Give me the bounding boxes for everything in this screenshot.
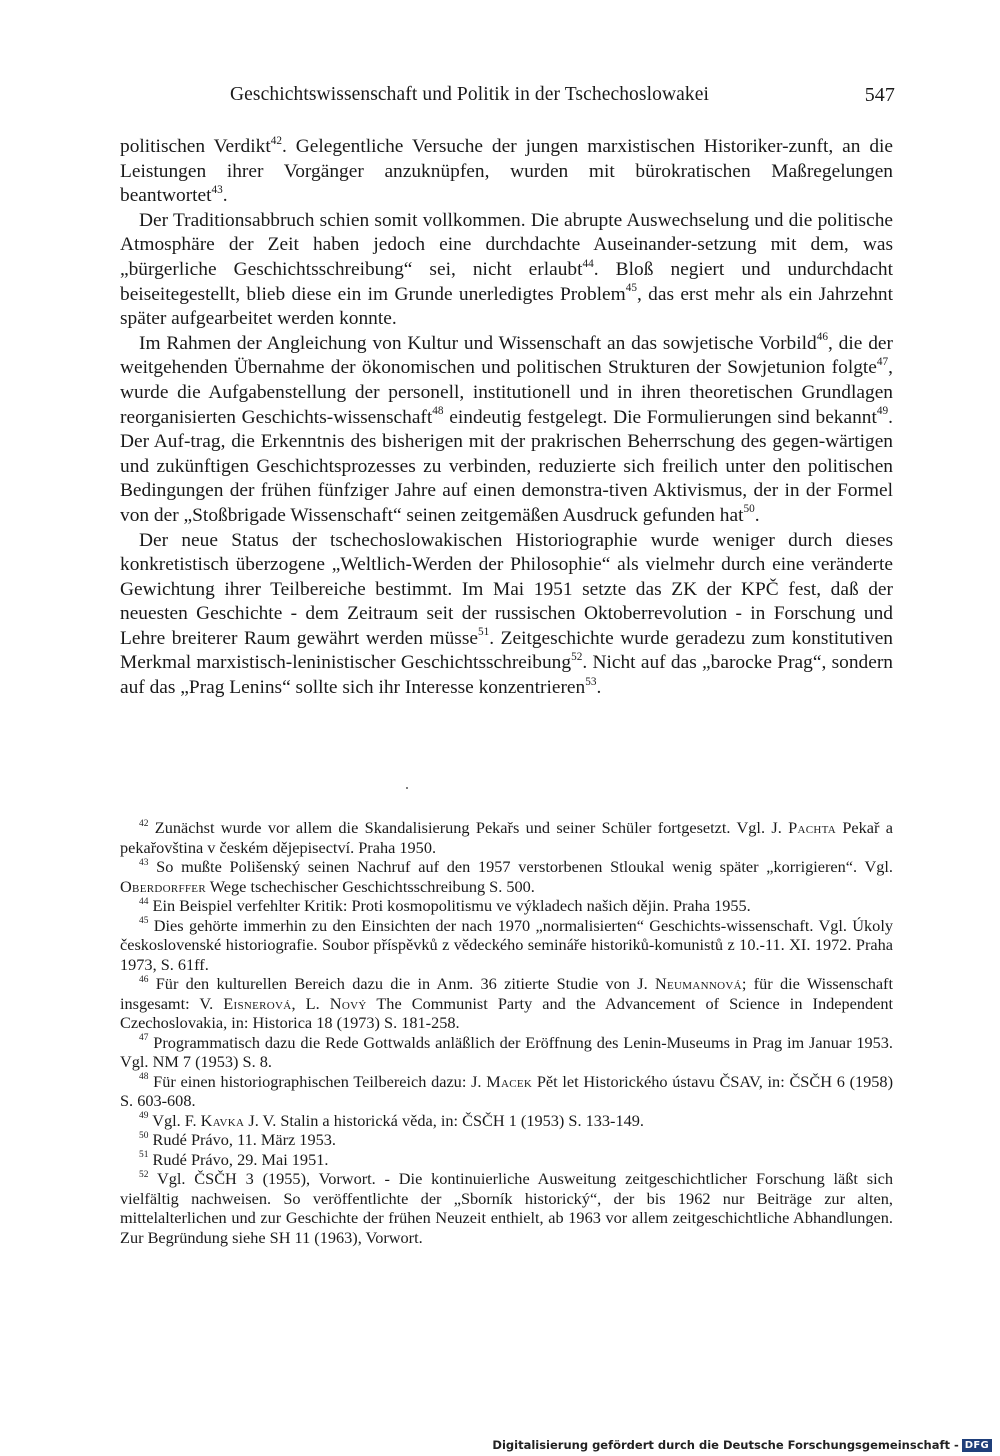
footnote (120, 1111, 893, 1131)
text-run: Zunächst wurde vor allem die Skandalisierung Pekařs und seiner Schüler fortgesetzt. Vgl. J. (148, 818, 789, 837)
footnote-ref: 45 (625, 282, 637, 295)
body-text (120, 135, 893, 701)
footnote-ref: 42 (139, 818, 149, 829)
text-run: Programmatisch dazu die Rede Gottwalds anläßlich der Eröffnung des Lenin-Museums in Prag im Januar 1953. Vgl. NM 7 (1953) S. 8. (120, 1032, 893, 1071)
body-paragraph (120, 209, 893, 332)
text-run: . Gelegentliche Versuche der jungen marxistischen Historiker-zunft, an die Leistungen ihrer Vorgänger anzuknüpfen, wurden mit bürokratischen Maßregelungen beantwortet (120, 136, 894, 207)
author-name: Kavka (200, 1110, 245, 1130)
footnote (120, 857, 893, 896)
text-run: . Zeitgeschichte wurde geradezu zum konstitutiven Merkmal marxistisch-leninistischer Geschichtsschreibung (120, 627, 894, 674)
footnotes (120, 818, 893, 1247)
text-run: . Nicht auf das „barocke Prag“, sondern auf das „Prag Lenins“ sollte sich ihr Interesse konzentrieren (120, 652, 893, 699)
text-run: Rudé Právo, 29. Mai 1951. (148, 1149, 329, 1169)
footnote-ref: 43 (139, 857, 149, 868)
text-run: So mußte Polišenský seinen Nachruf auf den 1957 verstorbenen Stloukal wenig später „korrigieren“. Vgl. (148, 857, 893, 876)
text-run: . (596, 677, 602, 699)
footnote-ref: 44 (139, 896, 149, 907)
digitization-footer (492, 1438, 992, 1452)
text-run: Für einen historiographischen Teilbereich dazu: J. (148, 1071, 487, 1091)
footnote (120, 1072, 893, 1111)
footnote-ref: 44 (582, 257, 594, 270)
footnote-ref: 49 (876, 405, 889, 418)
footnote-ref: 52 (139, 1169, 149, 1180)
running-title: Geschichtswissenschaft und Politik in der Tschechoslowakei (230, 84, 710, 105)
footnote-ref: 50 (139, 1130, 149, 1141)
text-run: Im Rahmen der Angleichung von Kultur und Wissenschaft an das sowjetische Vorbild (139, 332, 817, 354)
author-name: Nový (329, 993, 367, 1013)
footnote (120, 1130, 893, 1150)
footnote-ref: 49 (139, 1111, 149, 1122)
footnote-ref: 45 (139, 916, 149, 927)
text-run: Vgl. ČSČH 3 (1955), Vorwort. - Die kontinuierliche Ausweitung zeitgeschichtlicher Forschung läßt sich vielfältig nachweisen. So veröffentlichte der „Sborník historický“, der bis 1962 nur Beiträge zur alten, mittelalterlichen und zur Geschichte der frühen Neuzeit enthielt, ab 1963 vor allem zeitgeschichtliche Abhandlungen. Zur Begründung siehe SH 11 (1963), Vorwort. (120, 1169, 893, 1247)
text-run: ; für die Wissenschaft insgesamt: V. (120, 974, 894, 1013)
text-run: . (754, 504, 760, 526)
text-run: . Bloß negiert und undurchdacht beiseitegestellt, blieb diese ein im Grunde unerledigtes Problem (120, 258, 894, 305)
text-run: politischen Verdikt (120, 136, 271, 157)
footnote-ref: 50 (743, 503, 755, 516)
text-run: J. V. Stalin a historická věda, in: ČSČH 1 (1953) S. 133-149. (244, 1110, 644, 1130)
text-run: Ein Beispiel verfehlter Kritik: Proti kosmopolitismu ve výkladech našich dějin. Praha 1955. (148, 896, 751, 915)
footnote-ref: 48 (139, 1072, 149, 1083)
footnote-ref: 46 (139, 974, 149, 985)
footnote-ref: 51 (139, 1150, 149, 1161)
footnote-ref: 53 (585, 675, 597, 688)
footnote (120, 916, 893, 975)
footer-text: Digitalisierung gefördert durch die Deutsche Forschungsgemeinschaft - (492, 1438, 959, 1452)
author-name: Eisnerová (223, 993, 292, 1013)
footnote (120, 1169, 893, 1247)
footnote-ref: 46 (816, 331, 828, 344)
text-run: Pekař a pekařovština v českém dějepisectví. Praha 1950. (120, 818, 894, 857)
footnote-ref: 47 (139, 1033, 149, 1044)
text-run: Rudé Právo, 11. März 1953. (148, 1130, 336, 1149)
text-run: , das erst mehr als ein Jahrzehnt später aufgearbeitet werden konnte. (120, 283, 893, 330)
text-run: Vgl. F. (148, 1110, 201, 1130)
text-run: Wege tschechischer Geschichtsschreibung S. 500. (205, 876, 535, 896)
text-run: , wurde die Aufgabenstellung der personell, institutionell und in ihren theoretischen Grundlagen reorganisierten Geschichts-wissenschaft (120, 357, 893, 428)
footnote (120, 896, 893, 916)
footnote-ref: 51 (477, 626, 490, 639)
footnote (120, 1033, 893, 1072)
footnote-ref: 47 (876, 355, 889, 368)
footnote (120, 818, 893, 857)
text-run: The Communist Party and the Advancement of Science in Independent Czechoslovakia, in: Historica 18 (1973) S. 181-258. (120, 993, 894, 1032)
text-run: , L. (291, 993, 330, 1013)
text-run: . (222, 185, 228, 207)
footnote-ref: 43 (211, 183, 223, 196)
footnote-ref: 48 (432, 405, 444, 418)
author-name: Macek (486, 1071, 533, 1091)
footnote (120, 974, 893, 1033)
dfg-logo: DFG (962, 1439, 992, 1452)
body-paragraph (120, 332, 893, 529)
footnote-ref: 42 (270, 134, 282, 147)
body-paragraph (120, 135, 893, 209)
text-run: Der neue Status der tschechoslowakischen Historiographie wurde weniger durch dieses konkretistisch überzogene „Weltlich-Werden der Philosophie“ als vielmehr durch eine veränderte Gewichtung ihrer Teilbereiche bestimmt. Im Mai 1951 setzte das ZK der KPČ fest, daß der neuesten Geschichte - dem Zeitraum seit der russischen Oktoberrevolution - in Forschung und Lehre breiterer Raum gewährt werden müsse (120, 529, 893, 649)
author-name: Pachta (788, 818, 837, 837)
text-run: Für den kulturellen Bereich dazu die in Anm. 36 zitierte Studie von J. (148, 974, 655, 993)
text-run: Pět let Historického ústavu ČSAV, in: ČSČH 6 (1958) S. 603-608. (120, 1071, 893, 1110)
footnote (120, 1150, 893, 1170)
body-paragraph (120, 529, 893, 701)
author-name: Neumannová (654, 974, 742, 993)
text-run: Dies gehörte immerhin zu den Einsichten der nach 1970 „normalisierten“ Geschichts-wissenschaft. Vgl. Úkoly československé historiografie. Soubor příspěvků z vědeckého semináře historiků-komunistů z 10.-11. XI. 1972. Praha 1973, S. 61ff. (120, 915, 893, 974)
author-name: Oberdorffer (120, 876, 206, 896)
text-run: Der Traditionsabbruch schien somit vollkommen. Die abrupte Auswechselung und die politische Atmosphäre der Zeit haben jedoch eine durchdachte Auseinander-setzung mit dem, was „bürgerliche Geschichtsschreibung“ sei, nicht erlaubt (120, 209, 893, 280)
stray-mark (406, 787, 408, 789)
page-number: 547 (864, 84, 895, 106)
text-run: , die der weitgehenden Übernahme der ökonomischen und politischen Strukturen der Sowjetunion folgte (120, 332, 893, 379)
text-run: eindeutig festgelegt. Die Formulierungen sind bekannt (443, 406, 877, 428)
text-run: . Der Auf-trag, die Erkenntnis des bisherigen mit der prakrischen Beherrschung des gegen-wärtigen und zukünftigen Geschichtsprozesses zu verbinden, reduzierte sich freilich unter den politischen Bedingungen der frühen fünfziger Jahre auf einen demonstra-tiven Aktivismus, der in der Formel von der „Stoßbrigade Wissenschaft“ seinen zeitgemäßen Ausdruck gefunden hat (120, 406, 893, 526)
footnote-ref: 52 (571, 651, 583, 663)
